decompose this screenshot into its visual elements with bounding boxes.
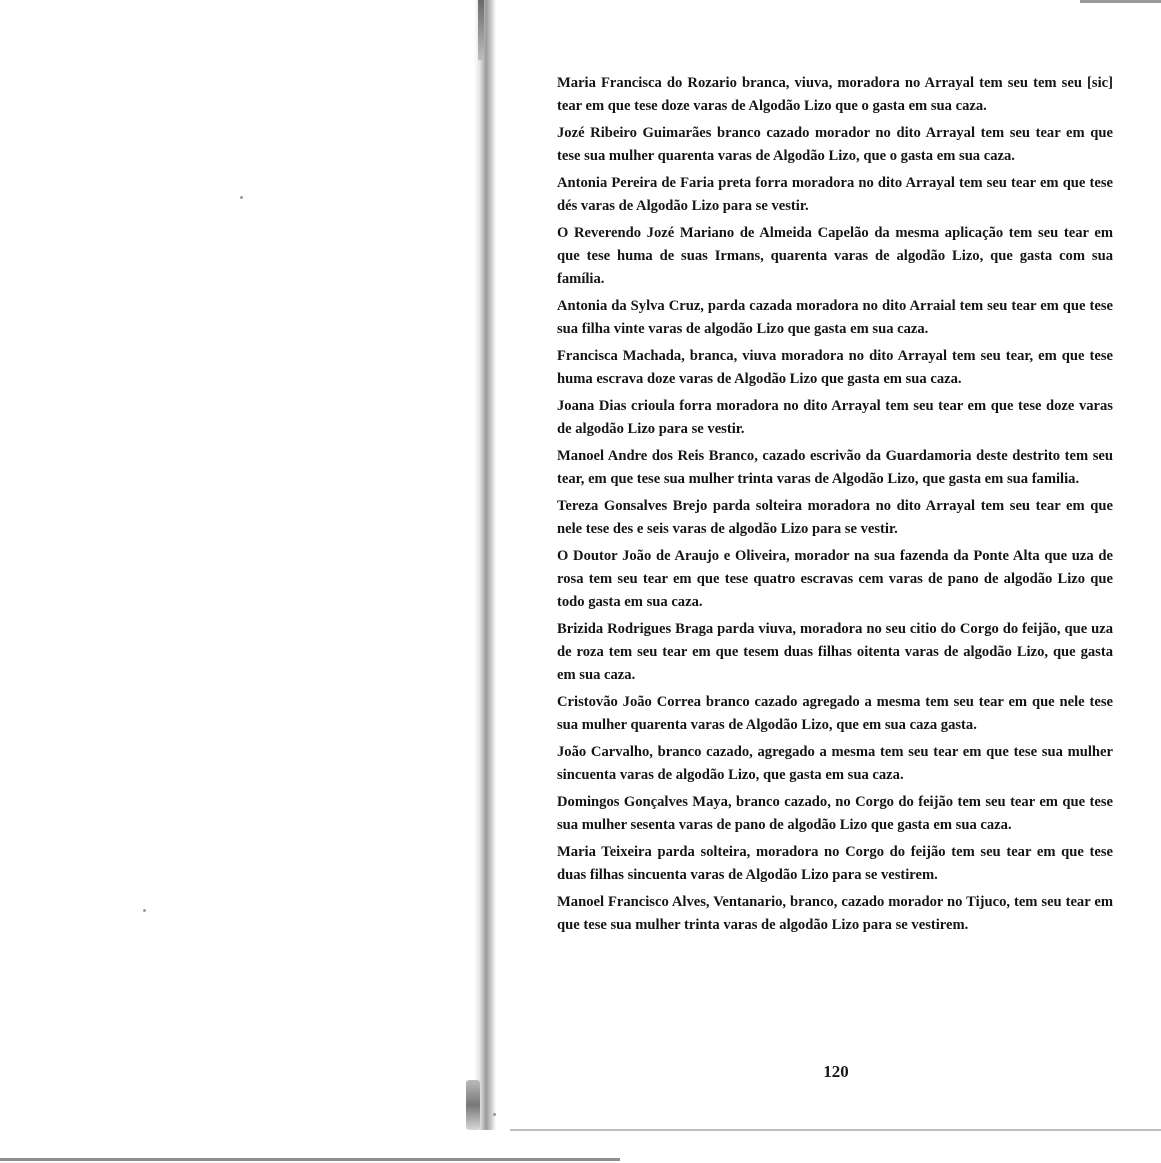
entry-paragraph: Francisca Machada, branca, viuva moradora no dito Arrayal tem seu tear, em que tese huma escrava doze varas de Algodão Lizo que gasta em sua caza. [557, 348, 1113, 387]
entry-paragraph: Maria Francisca do Rozario branca, viuva, moradora no Arrayal tem seu tem seu [sic] tear em que tese doze varas de Algodão Lizo que o gasta em sua caza. [557, 75, 1113, 114]
entry-paragraph: Brizida Rodrigues Braga parda viuva, moradora no seu citio do Corgo do feijão, que uza de roza tem seu tear em que tesem duas filhas oitenta varas de algodão Lizo, que gasta em sua caza. [557, 621, 1113, 683]
gutter-shadow-top [478, 0, 484, 60]
scan-speck [143, 909, 146, 912]
entry-paragraph: Manoel Andre dos Reis Branco, cazado escrivão da Guardamoria deste destrito tem seu tear, em que tese sua mulher trinta varas de Algodão Lizo, que gasta em sua familia. [557, 448, 1113, 487]
entry-paragraph: Antonia Pereira de Faria preta forra moradora no dito Arrayal tem seu tear em que tese dés varas de Algodão Lizo para se vestir. [557, 175, 1113, 214]
book-gutter [474, 0, 496, 1130]
entry-paragraph: João Carvalho, branco cazado, agregado a mesma tem seu tear em que tese sua mulher sincuenta varas de algodão Lizo, que gasta em sua caza. [557, 744, 1113, 783]
entry-paragraph: Antonia da Sylva Cruz, parda cazada moradora no dito Arraial tem seu tear em que tese sua filha vinte varas de algodão Lizo que gasta em sua caza. [557, 298, 1113, 337]
entry-paragraph: Maria Teixeira parda solteira, moradora no Corgo do feijão tem seu tear em que tese duas filhas sincuenta varas de Algodão Lizo para se vestirem. [557, 844, 1113, 883]
scan-speck [493, 1113, 496, 1116]
page-number: 120 [823, 1062, 849, 1081]
top-edge-line [1080, 0, 1161, 3]
gutter-shadow-bottom [466, 1080, 480, 1130]
entry-paragraph: O Doutor João de Araujo e Oliveira, morador na sua fazenda da Ponte Alta que uza de rosa tem seu tear em que tese quatro escravas cem varas de pano de algodão Lizo que todo gasta em sua caza. [557, 548, 1113, 610]
entry-paragraph: Domingos Gonçalves Maya, branco cazado, no Corgo do feijão tem seu tear em que tese sua mulher sesenta varas de pano de algodão Lizo que gasta em sua caza. [557, 794, 1113, 833]
bottom-edge-line [0, 1158, 620, 1161]
entry-paragraph: Cristovão João Correa branco cazado agregado a mesma tem seu tear em que nele tese sua mulher quarenta varas de Algodão Lizo, que em sua caza gasta. [557, 694, 1113, 733]
scan-speck [240, 196, 243, 199]
entry-paragraph: Joana Dias crioula forra moradora no dito Arrayal tem seu tear em que tese doze varas de algodão Lizo para se vestir. [557, 398, 1113, 437]
right-page-bottom-edge [510, 1129, 1161, 1131]
document-text [557, 72, 1113, 941]
entry-paragraph: Jozé Ribeiro Guimarães branco cazado morador no dito Arrayal tem seu tear em que tese sua mulher quarenta varas de Algodão Lizo, que o gasta em sua caza. [557, 125, 1113, 164]
left-blank-page [0, 0, 478, 1163]
entry-paragraph: O Reverendo Jozé Mariano de Almeida Capelão da mesma aplicação tem seu tear em que tese huma de suas Irmans, quarenta varas de algodão Lizo, que gasta com sua família. [557, 225, 1113, 287]
entry-paragraph: Manoel Francisco Alves, Ventanario, branco, cazado morador no Tijuco, tem seu tear em que tese sua mulher trinta varas de algodão Lizo para se vestirem. [557, 894, 1113, 933]
entry-paragraph: Tereza Gonsalves Brejo parda solteira moradora no dito Arrayal tem seu tear em que nele tese des e seis varas de algodão Lizo para se vestir. [557, 498, 1113, 537]
